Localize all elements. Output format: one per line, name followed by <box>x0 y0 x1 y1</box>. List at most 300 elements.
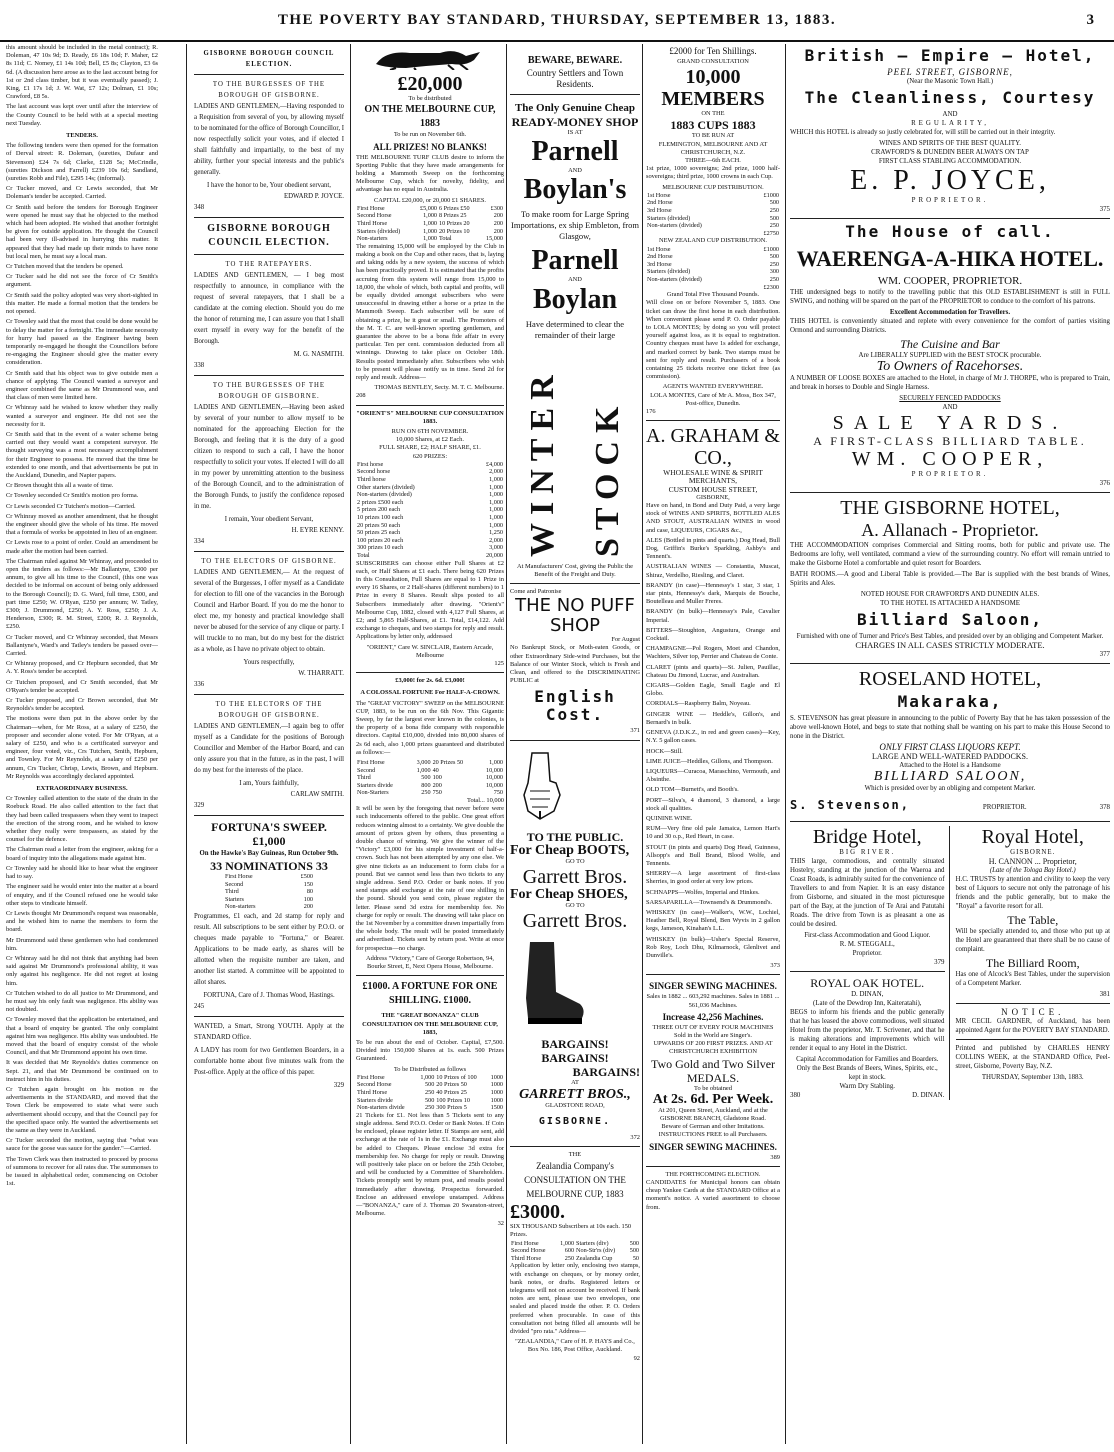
prize-cell: 20 prizes 50 each <box>357 521 401 529</box>
prize-total: Total... 10,000 <box>466 797 504 805</box>
prize-cell: Second <box>357 766 376 774</box>
prize-row <box>224 896 314 904</box>
shop-at: AT <box>571 1079 579 1087</box>
ad-body: 1st prize, 1000 sovereigns; 2nd prize, 1000 half-sovereigns; third prize, 1000 crowns in each Cup. <box>646 165 780 181</box>
ad-addressee: TO THE ELECTORS OF THE BOROUGH OF GISBORNE. <box>215 701 323 719</box>
shop-name: Parnell <box>531 136 619 168</box>
winter-stock-block <box>510 347 640 557</box>
no-puff-shop-title: THE NO PUFF SHOP <box>515 595 635 637</box>
stock-word: STOCK <box>588 398 626 557</box>
ad-address: Address "Victory," Care of George Robertson, 94, Bourke Street, E, Next Opera House, Melbourne. <box>365 954 494 971</box>
prize-row <box>356 484 504 492</box>
ad-body: THIS HOTEL is conveniently situated and replete with every convenience for the comfort of parties visiting Ormond and surrounding Districts. <box>790 318 1110 334</box>
ad-body: ONLY FIRST CLASS LIQUORS KEPT. <box>879 742 1021 752</box>
prize-cell: 1,000 <box>489 476 503 484</box>
prize-row <box>510 1247 640 1255</box>
stock-item: PORT—Silva's, 4 diamond, 3 diamond, a large stock all qualities. <box>646 796 780 812</box>
prize-cell: 200 <box>432 781 442 789</box>
prize-cell: 1,250 <box>489 529 503 537</box>
prize-cell: Non-starters (divided) <box>357 491 412 499</box>
ad-heading: BEWARE, BEWARE. <box>527 55 623 66</box>
report-paragraph: this amount should be included in the metal contract); R. Doleman, 47 10s 9d; D. Ready, £6 18s 10d; F. Maher, £2 8s 11d; C. Nomey, £1 14s 10d; Bell, £5 8s; Clayton, £3 6s 6d. (A discussion here arose as to the last account being for 1st or 2nd class timber, but it was eventually passed); J. King, £1 17s 1d; J. W. Wat, £7 12s; Dolman, £1 10s; Crawford, £8 5s. <box>6 44 158 101</box>
ad-body: Capital Accommodation for Families and Boarders. <box>796 1056 939 1063</box>
prize-cell: 250 <box>769 207 779 215</box>
prize-table <box>356 1074 504 1112</box>
ad-number: 245 <box>194 1002 205 1010</box>
prize-table-body <box>646 192 780 238</box>
prize-row <box>356 522 504 530</box>
shop-and: AND <box>568 167 582 175</box>
ad-body: Attached to the Hotel is a Handsome <box>899 762 1001 769</box>
prize-cell: Third <box>225 888 239 896</box>
sweep-nominations: 33 NOMINATIONS 33 <box>210 859 328 873</box>
column-shop-ads <box>510 44 640 1444</box>
sweep-run-date: To be run on November 6th. <box>393 131 467 139</box>
prize-row <box>646 222 780 230</box>
prize-row <box>224 881 314 889</box>
prize-cell: 8 Prizes 25 <box>439 212 467 220</box>
prize-table-body <box>510 1240 640 1263</box>
prize-cell: 1,000 <box>489 491 503 499</box>
shop-tagline: The Only Genuine Cheap <box>514 102 636 114</box>
ad-number: 372 <box>630 1133 640 1141</box>
stock-item: GINGER WINE — Heddle's, Gillon's, and Bernard's in bulk. <box>646 710 780 726</box>
ad-body: Have determined to clear the remainder of their large <box>525 318 625 340</box>
ad-body: WANTED, a Smart, Strong YOUTH. Apply at the STANDARD Office. <box>194 1022 344 1041</box>
ad-signature: LOLA MONTES, Care of Mr A. Moss, Box 347, Post-office, Dunedin. <box>650 391 776 407</box>
prize-cell: 100 <box>432 774 442 782</box>
sweep-title: "ORIENT'S" MELBOURNE CUP CONSULTATION 1883. <box>356 409 504 425</box>
prize-row <box>646 261 780 269</box>
singer-title: SINGER SEWING MACHINES. <box>649 1141 777 1152</box>
prize-cell: First Horse <box>357 759 385 767</box>
prize-row <box>510 1255 640 1263</box>
prize-cell: £300 <box>490 204 503 212</box>
report-paragraph: Cr Townley said he should like to hear what the engineer had to say. <box>6 864 158 881</box>
prize-cell: 250 <box>421 789 431 797</box>
ad-body: It will be seen by the foregoing that never before were such inducements offered to the public. One great effort reduces winning almost to a certainty. We give double the amount of prizes given by others, thus presenting a double chance of winning. We give the winner of the "Victory" £3,000 for his simple investment of half-a-crown. Such has not been attempted by any one else. We give nine tickets as an inducement to form clubs for a pound. But we cannot send less than two tickets to any single address. Send P.O. Order or bank notes. If you send stamps add exchange at the rate of one shilling in the pound. Should you send coin, please register the letter. Please send 3d extra for membership fee. No charge for reply or result. The drawing will take place on the 1st November by a committee drawn impartially from the whole body. The result will be posted immediately and advertised. Tickets sent by return post. Write at once for prospectus—no charge. <box>356 805 504 952</box>
ad-number: 338 <box>194 362 205 369</box>
prize-heading: 620 PRIZES: <box>412 452 448 460</box>
report-paragraph: The Chairman read a letter from the engineer, asking for a board of inquiry into the allegations made against him. <box>6 846 158 862</box>
ad-subheading: Country Settlers and Town Residents. <box>526 68 624 89</box>
prize-cell: 20,000 <box>485 552 503 559</box>
prize-cell: 100 <box>303 895 313 903</box>
prize-row <box>356 529 504 537</box>
column-council-report <box>6 44 158 1444</box>
shop-name: Boylan's <box>523 174 627 206</box>
ad-heading: TO THE PUBLIC. <box>526 829 624 844</box>
hotel-proprietor: A. Allanach - Proprietor. <box>861 520 1039 540</box>
hotel-proprietor-title: Proprietor. <box>852 950 882 957</box>
bargains-line: BARGAINS! <box>541 1037 609 1052</box>
hotel-place: BIG RIVER. <box>839 849 896 856</box>
prize-cell: First Horse <box>225 873 253 880</box>
prize-row <box>646 268 780 276</box>
column-rule <box>350 44 351 1444</box>
prize-cell: First Horse <box>511 1239 539 1247</box>
ad-body: SECURELY FENCED PADDOCKS <box>899 395 1001 402</box>
ad-number: 380 <box>790 1092 801 1099</box>
prize-cell: 2 prizes £500 each <box>357 498 404 506</box>
prize-table <box>510 1240 640 1263</box>
ad-body: Furnished with one of Turner and Price's Best Tables, and presided over by an obliging and Competent Marker. <box>796 633 1104 640</box>
prize-cell: £2300 <box>763 283 779 291</box>
ad-number: 378 <box>1099 804 1110 811</box>
prize-cell: First Horse <box>357 1073 385 1081</box>
report-paragraph: The Town Clerk was then instructed to proceed by process of summons to recover for all rates due. The summonses to be issued in alphabetical order, commencing on October 1st. <box>6 1155 158 1188</box>
prize-table <box>356 461 504 560</box>
divider <box>646 420 780 421</box>
report-paragraph: Cr Townley said that the most that could be done would be to delay the matter for a fortnight. The immediate necessity for hurry had passed as the Engineer having been temporarily re-engaged he thought the Councillors before re-engaging the Engineer should give the matter every consideration. <box>6 318 158 367</box>
prize-cell: Starters (div) <box>576 1239 609 1247</box>
ad-addressee: TO THE BURGESSES OF THE BOROUGH OF GISBORNE. <box>212 382 326 400</box>
prize-row <box>356 1081 504 1089</box>
sweep-subtitle: To be distributed <box>408 95 452 103</box>
prize-row <box>356 767 504 775</box>
prize-row <box>356 544 504 552</box>
section-heading-tenders: TENDERS. <box>66 132 98 140</box>
hotel-billiard: A FIRST-CLASS BILLIARD TABLE. <box>813 434 1087 448</box>
ad-body: LARGE AND WELL-WATERED PADDOCKS. <box>872 752 1028 761</box>
prize-table-body <box>356 461 504 560</box>
stock-item: CLARET (pints and quarts)—St. Julien, Pauillac, Chateau Du Jimond, Lucrac, and Australian. <box>646 663 780 679</box>
prize-cell: 100 prizes 20 each <box>357 536 404 544</box>
imprint-date: THURSDAY, September 13th, 1883. <box>981 1074 1084 1081</box>
ad-body: Will be specially attended to, and those who put up at the Hotel are guaranteed that there shall be no cause of complaint. <box>955 928 1110 953</box>
ad-body: Beware of German and other Imitations. <box>661 1123 765 1131</box>
ad-addressee: TO THE BURGESSES OF THE BOROUGH OF GISBORNE. <box>212 81 326 99</box>
divider <box>790 492 1110 493</box>
ad-number: 176 <box>646 408 656 415</box>
sweep-amount: £3000. <box>510 1201 565 1224</box>
ad-closing: I remain, Your obedient Servant, <box>224 516 314 523</box>
hotel-note: (Late of the Tologa Bay Hotel.) <box>989 867 1076 874</box>
sweep-members: 10,000 MEMBERS <box>661 66 765 111</box>
hotel-proprietor: WM. COOPER, PROPRIETOR. <box>877 275 1023 287</box>
masthead-title: THE POVERTY BAY STANDARD, THURSDAY, SEPTEMBER 13, 1883. <box>277 12 837 28</box>
ad-body: SIX THOUSAND Subscribers at 10s each. 150 Prizes. <box>510 1223 632 1239</box>
prize-row <box>356 235 504 243</box>
report-paragraph: Cr Townley called attention to the state of the drain in the Roebuck Road. He also called attention to the fact that they had been called trespassers when they went to inspect the erection of the strong room, and he wished to know whether they really were trespassers, as stated by the counsel for the defence. <box>6 795 158 844</box>
ad-body: TO THE HOTEL IS ATTACHED A HANDSOME <box>880 600 1020 607</box>
prize-row <box>356 212 504 220</box>
prize-cell: 1,000 <box>489 514 503 522</box>
prize-row <box>356 789 504 797</box>
ad-body: Grand Total Five Thousand Pounds. <box>666 291 760 299</box>
stock-item: SARSAPARILLA—Townsend's & Drummond's. <box>646 898 773 906</box>
ad-body: Are LIBERALLY SUPPLIED with the BEST STOCK procurable. <box>858 352 1042 359</box>
ad-body: INSTRUCTIONS FREE to all Purchasers. <box>658 1131 768 1139</box>
sweep-title: Zealandia Company's CONSULTATION ON THE MELBOURNE CUP, 1883 <box>524 1161 626 1200</box>
ad-body: 21 Tickets for £1. Not less than 5 Tickets sent to any single address. Send P.O.O. Order or Bank Notes. If Coin be enclosed, please register letter. If Stamps are sent, add exchange at the rate of 1s in the £1. Exchange must also be added to Cheques. Please enclose 3d extra for membership fee. No charge for reply or result. Drawing will positively take place on or before the 25th October, and will be conducted by a Committee of Shareholders. Tickets promptly sent by return post, and results posted immediately after drawing. Prospectus forwarded. Enclose an addressed envelope unstamped. Address—"BONANZA," care of J. Thomas 20 Swanston-street, Melbourne. <box>356 1111 504 1218</box>
prize-cell: 1,000 <box>489 506 503 514</box>
stock-item: OLD TOM—Burnett's, and Booth's. <box>646 786 739 794</box>
merchant-address: CUSTOM HOUSE STREET, <box>668 484 758 494</box>
sweep-places: FLEMINGTON, MELBOURNE AND AT CHRISTCHURCH, N.Z. <box>658 140 768 156</box>
prize-cell: Third Horse <box>511 1254 542 1262</box>
prize-cell: 500 <box>769 253 779 261</box>
divider <box>356 975 504 976</box>
ad-number: 373 <box>770 962 780 970</box>
boot-engraving <box>510 938 590 1028</box>
ad-number: 371 <box>630 727 640 735</box>
prize-row <box>646 276 780 284</box>
column-sweeps <box>356 44 504 1444</box>
prize-cell <box>646 230 748 238</box>
prize-cell: 3rd Horse <box>647 260 672 268</box>
ad-signature: W. THARRATT. <box>298 670 344 677</box>
stock-item: WHISKEY (in case)—Walker's, W.W., Lochiel, Heather Bell, Royal Blend, Ben Wyvis in 2 gallon kegs, Jameson, Kinahan's L.L. <box>646 908 780 933</box>
report-paragraph: Cr Brown thought this all a waste of time. <box>6 482 114 490</box>
notice-heading: NOTICE. <box>1001 1007 1065 1017</box>
ad-heading: GISBORNE BOROUGH COUNCIL ELECTION. <box>207 223 331 248</box>
hotel-proprietor: WM. COOPER, <box>851 448 1049 470</box>
stock-item: BITTERS—Stoughton, Angustura, Orange and Cocktail. <box>646 626 780 643</box>
divider <box>790 971 945 972</box>
merchant-town: GISBORNE, <box>696 493 730 501</box>
prize-cell: 6 Prizes £50 <box>439 204 470 212</box>
hotel-street: PEEL STREET, GISBORNE, <box>887 67 1013 77</box>
prize-cell: Second Horse <box>357 1081 392 1089</box>
sweep-heading: £3,000! for 2s. 6d. £3,000! <box>395 677 465 685</box>
shop-is-at: IS AT <box>567 129 583 136</box>
ad-body: UPWARDS OF 200 FIRST PRIZES. AND AT CHRISTCHURCH EXHIBITION <box>653 1040 773 1056</box>
prize-row <box>224 903 314 911</box>
report-paragraph: The engineer said he would enter into the matter at a board of enquiry, and if the Council refused one he would take other steps to vindicate himself. <box>6 883 158 907</box>
prize-cell: 750 <box>432 789 442 797</box>
ad-heading: GISBORNE BOROUGH COUNCIL ELECTION. <box>203 50 335 68</box>
prize-table-body <box>224 873 314 911</box>
prize-cell: 1000 <box>490 1073 503 1081</box>
hotel-title: ROYAL OAK HOTEL. <box>810 976 925 990</box>
prize-cell: Second <box>225 880 244 888</box>
stock-item: RUM—Very fine old pale Jamaica, Lemon Hart's 10 and 30 o.p., Red Heart, in case. <box>646 825 780 841</box>
prize-cell: 300 prizes 10 each <box>357 544 404 552</box>
prize-cell: 10,000 <box>485 781 503 789</box>
divider <box>194 694 344 695</box>
report-paragraph: Cr Lewis rose to a point of order. Could an amendment be made after the motion had been carried. <box>6 539 158 555</box>
prize-cell: Non-starters <box>357 235 388 243</box>
prize-cell: 500 <box>629 1239 639 1247</box>
prize-table <box>356 759 504 797</box>
ad-body: Excellent Accommodation for Travellers. <box>889 309 1011 316</box>
shop-name: Parnell <box>531 245 619 277</box>
ad-body: First-class Accommodation and Good Liquor. <box>804 932 931 939</box>
ad-body: The remaining 15,000 will be employed by the Club in making a book on the Cup and other races, that is, laying and taking odds by a new system, the success of which has been practically proved. It is estimated that the profits accruing from this system will range from 15,000 to 18,000, the whole of which, both capital and profits, will be equally divided amongst subscribers who were unsuccessful in drawing either a horse or a prize in the Mammoth Sweep. Each subscriber will be sure of obtaining a prize, be it great or small. The Promoters of the M. T. C. are well-known sporting gentlemen, and guarantee the above to be a bona fide affair in every particular. Ten per cent. commission deducted from all winnings. Drawing to take place on October 18th. Results posted immediately after. Subscribers who wish to be present will please notify us in time. Send 2d for reply and result. Address— <box>356 242 504 382</box>
ad-body: No Bankrupt Stock, or Moth-eaten Goods, or other Extraordinary Side-wind Purchases, but the Balance of our Winter Stock, which is Fresh and Clean, and offered to the DISCRIMINATING PUBLIC at <box>510 644 640 685</box>
ad-body: CANDIDATES for Municipal honors can obtain cheap Yankee Cards at the STANDARD Office at a moment's notice. A varied assortment to choose from. <box>646 1179 780 1211</box>
prize-cell: 1,000 <box>489 483 503 491</box>
ad-body: To be obtained <box>694 1084 732 1092</box>
sweep-capital: CAPITAL £20,000, or 20,000 £1 SHARES. <box>374 196 486 204</box>
ad-body: THIS large, commodious, and centrally situated Hostelry, standing at the junction of the Waeroa and Coast Roads, is admirably suited for the convenience of Travellers to and from Napier. It is an easy distance from Gisborne, and situated in the most picturesque part of the Bay, at the junction of Te Arai and Patutahi Roads. The drive from Town is as pleasant a one as could be desired. <box>790 858 945 928</box>
shop-name: Boylan <box>532 283 618 315</box>
report-paragraph: Cr Tutchen again brought on his motion re the advertisements in the STANDARD, and moved that the Town Clerk be empowered to state what were such advertisement should occupy, and that the Council pay for the specified space only. He wanted the advertisements set the same as they were in Auckland. <box>6 1085 158 1134</box>
report-paragraph: Cr Townley moved that the application be entertained, and that a board of enquiry be granted. The only complaint against him was negligence. His ability was undoubted. He moved that the board of enquiry consist of the whole Council, and that Mr Drummond appoint his own time. <box>6 1016 158 1057</box>
ad-body: A NUMBER OF LOOSE BOXES are attached to the Hotel, in charge of Mr J. THORPE, who is prepared to Train, and break in horses to Double and Single Harness. <box>790 375 1110 391</box>
divider <box>194 1016 344 1017</box>
prize-cell: £4,000 <box>485 460 503 468</box>
report-paragraph: Cr Tucker moved, and Cr Lewis seconded, that Mr Doleman's tender be accepted. Carried. <box>6 185 158 201</box>
ad-number: 376 <box>1099 480 1110 487</box>
ad-body: Only the Best Brands of Beers, Wines, Spirits, etc., kept in stock. <box>796 1065 938 1081</box>
prize-cell: 1,000 <box>423 235 437 243</box>
prize-cell: 40 Prizes 25 <box>436 1088 467 1096</box>
prize-cell: 1,000 <box>416 766 431 774</box>
stock-list <box>646 537 780 960</box>
prize-cell: 1500 <box>490 1104 503 1112</box>
prize-row <box>356 1097 504 1105</box>
prize-cell: £1000 <box>763 191 779 199</box>
ad-body: Sales in 1882 ... 603,292 machines. Sales in 1881 ... 561,036 Machines. <box>646 993 780 1009</box>
ad-signature: D. DINAN. <box>912 1092 945 1099</box>
ad-number: 375 <box>1099 206 1110 213</box>
ad-signature: EDWARD P. JOYCE. <box>283 193 344 200</box>
ad-closing: I have the honor to be, Your obedient servant, <box>206 182 332 189</box>
ad-body: SUBSCRIBERS can choose either Full Shares at £2 each, or Half Shares at £1 each. There being 620 Prizes in this Consultation, Full Shares are equal to 1 Prize in every 16 Shares, or 2 Half-shares (different numbers) to 1 Prize in every 8 Shares. Result slips posted to all Subscribers immediately after drawing. "Orient's" Melbourne Cup, 1882, closed with 4,127 Full Shares, at £2; and 5,865 Half-Shares, at £1. Total, £14,122. Add exchange to cheques, and two stamps for reply and result. Applications by letter only, addressed <box>356 559 504 641</box>
hotel-title: British — Empire — Hotel, <box>804 46 1096 65</box>
prize-cell: 1st Horse <box>647 245 671 253</box>
prize-row <box>356 476 504 484</box>
prize-cell: Third horse <box>357 476 386 484</box>
report-paragraph: Cr Tucker said he did not see the force of Cr Smith's argument. <box>6 273 158 289</box>
divider <box>790 663 1110 664</box>
ad-number: 208 <box>356 392 366 400</box>
ad-body: LADIES AND GENTLEMEN,—Having responded to a Requisition from several of you, by allowing myself to be nominated for the office of Borough Councillor, I now respectfully solicit your votes, and if elected I shall faithfully and impartially, to the best of my ability, further your special interests and the public's generally. <box>194 103 344 176</box>
prize-heading: MELBOURNE CUP DISTRIBUTION. <box>662 183 764 191</box>
prize-cell: 10 Prizes of 100 <box>436 1073 477 1081</box>
hotel-billiard-head: The Billiard Room, <box>985 956 1080 970</box>
report-paragraph: Cr Tutchen moved that the tenders be opened. <box>6 263 124 271</box>
report-paragraph: Cr Smith said the policy adopted was very short-sighted in this matter. He made a formal motion that the tenders be not opened. <box>6 291 158 316</box>
prize-cell: 20 Prizes 50 <box>432 759 464 767</box>
prize-row <box>356 552 504 560</box>
ad-body: The "GREAT VICTORY" SWEEP on the MELBOURNE CUP, 1883, to be run on the 6th Nov. This Gigantic Sweep, by far the largest ever known in the colonies, is the property of a bona fide company with responsible directors. Capital £10,000, divided into 80,000 shares of 2s 6d each, also 1,000 prizes guaranteed and distributed as follows:— <box>356 699 504 756</box>
hotel-and: AND <box>942 111 958 118</box>
prize-cell: 200 <box>493 212 503 220</box>
hotel-slogan: REGULARITY, <box>911 120 989 127</box>
hotel-pair <box>790 826 1110 1100</box>
ad-body: THE undersigned begs to notify to the travelling public that this OLD ESTABLISHMENT is still in FULL SWING, and nothing will be spared on the part of the PROPRIETOR to conduce to the comfort of his patrons. <box>790 289 1110 305</box>
divider <box>510 1146 640 1147</box>
divider <box>194 217 344 218</box>
hotel-left <box>790 826 950 1100</box>
divider <box>510 583 640 584</box>
divider <box>510 740 640 741</box>
report-paragraph: Mr Drummond said these gentlemen who had condemned him. <box>6 936 158 952</box>
prize-cell: Non-starters divide <box>357 1104 405 1112</box>
shop-road: GLADSTONE ROAD, <box>545 1101 605 1109</box>
prize-row <box>356 1089 504 1097</box>
sweep-share-prices: FULL SHARE, £2; HALF SHARE, £1. <box>379 444 481 452</box>
prize-cell: Third Horse <box>357 1088 388 1096</box>
prize-cell: 500 <box>425 1081 435 1089</box>
hotel-saloon: Billiard Saloon, <box>856 610 1044 629</box>
prize-cell: Other starters (divided) <box>357 483 415 491</box>
hotel-place: GISBORNE. <box>1010 849 1056 856</box>
prize-cell: Non-Starters <box>357 789 389 797</box>
sweep-run-date: RUN ON 6TH NOVEMBER. <box>391 428 469 436</box>
ad-signature: THOMAS BENTLEY, Secty. M. T. C. Melbourne. <box>374 384 504 392</box>
hotel-proprietor-row <box>790 793 1110 817</box>
divider <box>194 815 344 816</box>
sweep-title: ON THE MELBOURNE CUP, 1883 <box>364 104 496 130</box>
report-paragraph: Cr Tucker proposed, and Cr Brown seconded, that Mr Reynolds's tender be accepted. <box>6 697 158 713</box>
ad-body: Will close on or before November 5, 1883. One ticket can draw the first horse in each distribution. When convenient please send P. O. Order payable to LOLA MONTES; by doing so you will protect yourself against loss, as it is equal to registration. Country cheques must have 1s added for exchange, and marked correct by bank. Two stamps must be sent for reply and result. Purchasers of a book containing 25 tickets receive one ticket free (as commission). <box>646 299 780 381</box>
prize-cell: 200 <box>493 227 503 235</box>
stock-item: WHISKEY (in bulk)—Usher's Special Reserve, Rob Roy, Loch Dhu, Kilmarnock, Glenlivet and Dunville's. <box>646 935 780 959</box>
sweep-title: A COLOSSAL FORTUNE For HALF-A-CROWN. <box>360 689 500 697</box>
ad-body: Programmes, £1 each, and 2d stamp for reply and result. All subscriptions to be sent either by P.O.O. or cheques made payable to "Fortuna," or Bearer. Applications to be made early, as shares will be allotted when the requisite number are taken, and another list started. A committee will be appointed to allot shares. <box>194 912 344 986</box>
ad-body: Come and Patronise <box>510 588 562 596</box>
prize-table-body <box>356 1074 504 1112</box>
shop-go-to: GO TO <box>565 857 585 865</box>
ad-body: To make room for Large Spring Importations, ex ship Embleton, from Glasgow, <box>511 209 639 242</box>
hotel-proprietor: H. CANNON ... Proprietor, <box>988 857 1077 866</box>
prize-table <box>646 192 780 238</box>
report-paragraph: Cr Whinray said he did not think that anything had been said against Mr Drummond's professional ability, it was only against his negligence. He did not regret at losing him. <box>6 954 158 987</box>
ad-body: S. STEVENSON has great pleasure in announcing to the public of Poverty Bay that he has taken possession of the above well-known Hotel, and begs to state that nothing shall be wanting on his part to make this House Second to none in the District. <box>790 715 1110 740</box>
prize-cell: 250 <box>769 275 779 283</box>
prize-cell: 100 Prizes 10 <box>436 1096 470 1104</box>
hotel-proprietor-title: PROPRIETOR. <box>911 197 989 204</box>
prize-cell: 20 Prizes 50 <box>436 1081 467 1089</box>
bargains-line: BARGAINS! <box>541 1051 609 1066</box>
shop-tagline: For Cheap BOOTS, <box>510 842 630 858</box>
divider <box>194 551 344 552</box>
hotel-table-head: The Table, <box>1007 913 1059 927</box>
divider <box>790 218 1110 219</box>
ad-number: 379 <box>934 959 945 966</box>
prize-cell: 750 <box>493 789 503 797</box>
stock-item: CORDIALS—Raspberry Balm, Noyeau. <box>646 700 751 708</box>
hotel-sale-yards: SALE YARDS. <box>832 412 1068 434</box>
prize-cell: 1,000 <box>423 220 437 228</box>
hotel-note: (Late of the Dewdrop Inn, Kaiteratahi), <box>813 1000 922 1007</box>
ad-body: WHICH this HOTEL is already so justly celebrated for, will still be carried out in their integrity. <box>790 129 1056 136</box>
divider <box>194 375 344 376</box>
sweep-heading: £1000. A FORTUNE FOR ONE SHILLING. £1000. <box>362 981 498 1007</box>
ad-body: CHARGES IN ALL CASES STRICTLY MODERATE. <box>855 640 1045 650</box>
imprint: Printed and published by CHARLES HENRY COLLINS WEEK, at the STANDARD Office, Peel-street, Gisborne, Poverty Bay, N.Z. <box>955 1045 1110 1070</box>
ad-body: FIRST CLASS STABLING ACCOMMODATION. <box>878 158 1022 165</box>
ad-body: A LADY has room for two Gentlemen Boarders, in a comfortable home about five minutes walk from the Post-office. Apply at the office of this paper. <box>194 1046 344 1076</box>
prize-cell: 500 <box>421 774 431 782</box>
sweep-amount: £20,000 <box>397 73 463 96</box>
ad-closing: Yours respectfully, <box>243 659 295 666</box>
prize-cell: 1000 <box>490 1096 503 1104</box>
ad-number: 377 <box>1099 651 1110 658</box>
prize-row <box>356 220 504 228</box>
report-paragraph: Cr Smith said that his object was to give outside men a chance of applying. The Council wanted a surveyor and engineer combined the same as Mr Drummond was, and that class of men were limited here. <box>6 369 158 402</box>
prize-cell: 1,000 <box>423 227 437 235</box>
ad-number: 125 <box>494 660 504 668</box>
sweep-run: TO BE RUN AT <box>691 132 735 140</box>
signature-row <box>790 1091 945 1100</box>
prize-row <box>646 207 780 215</box>
masthead <box>0 0 1114 42</box>
divider <box>790 821 1110 822</box>
prize-row <box>646 192 780 200</box>
stock-item: BRANDY (in case)—Hennessy's 1 star, 3 star, 1 star pints, Hennessy's dark, Marquis de Bouche, Boutelleau and Muller Freres. <box>646 581 780 606</box>
prize-cell: 40 <box>432 766 439 774</box>
ad-body: LADIES AND GENTLEMEN,—I again beg to offer myself as a Candidate for the positions of Borough Councillor and Member of the Harbor Board, and can only assure you that in the future, as in the past, I will do my best for the interests of the place. <box>194 723 344 774</box>
column-hotels <box>790 44 1110 1444</box>
prize-cell: 1,000 <box>489 759 503 767</box>
ad-signature: H. EYRE KENNY. <box>291 527 344 534</box>
prize-cell: 3,000 <box>489 544 503 552</box>
